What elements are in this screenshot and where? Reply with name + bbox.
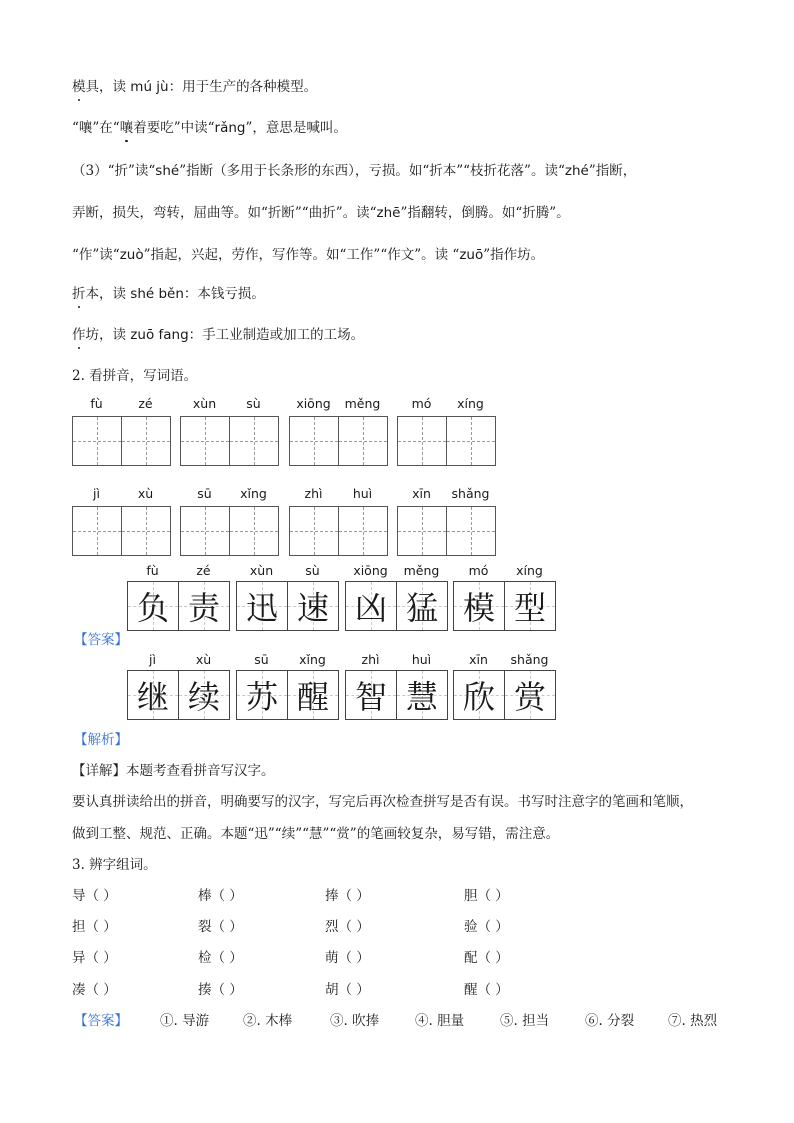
answer-char: 型 [504,582,555,630]
answer-char: 醒 [287,671,338,719]
answer-grid [345,652,448,720]
text-span: ”指翻转，倒腾。如“折腾”。 [400,205,570,221]
text-span: “作”读“ [72,247,120,263]
answer-grid [127,652,230,720]
writing-grid[interactable] [289,396,388,466]
text-span: ”指作坊。 [483,247,545,263]
pinyin: zhē [376,205,401,221]
dotted-char: 模 [72,79,86,95]
grid-cell[interactable] [446,417,495,465]
answer-char: 苏 [237,671,287,719]
word-blank[interactable]: 担（ ） [72,919,117,935]
text-span: ：本钱亏损。 [183,286,265,302]
grid-cell[interactable] [446,507,495,555]
pinyin: xùn [192,396,217,411]
pinyin: xiōng [296,396,331,411]
word-blank[interactable]: 凑（ ） [72,982,117,998]
text-span: 具，读 [85,79,131,95]
grid-cell[interactable] [229,507,278,555]
grid-cell[interactable] [290,417,338,465]
question-3-title: 3. 辨字组词。 [72,857,157,873]
grid-cell[interactable] [181,507,229,555]
word-blank[interactable]: 验（ ） [464,919,509,935]
pinyin: huì [411,652,432,667]
pinyin: zhì [361,652,380,667]
pinyin: xíng [457,396,484,411]
pinyin: sù [246,396,261,411]
writing-grid[interactable] [180,396,279,466]
grid-cell[interactable] [73,507,121,555]
pinyin: huì [352,486,373,501]
pinyin: sù [305,563,320,578]
answer-grid [453,652,556,720]
answer-char: 迅 [237,582,287,630]
grid-cell[interactable] [398,507,446,555]
pinyin: zhé [564,163,589,179]
grid-cell[interactable] [398,417,446,465]
pinyin: fù [90,396,103,411]
writing-grid[interactable] [397,486,496,556]
answer-char: 赏 [504,671,555,719]
dotted-char: 折 [72,286,86,302]
pinyin: xíng [516,563,543,578]
word-blank[interactable]: 胆（ ） [464,888,509,904]
pinyin: jì [149,652,156,667]
detail-line [72,761,275,781]
pinyin: zé [138,396,153,411]
pinyin: xiōng [353,563,388,578]
pinyin: xǐng [240,486,267,501]
text-span: ”指起，兴起，劳作，写作等。如“工作”“作文”。读 “ [143,247,460,263]
text-span: ”指断（多用于长条形的东西），亏损。如“折本”“枝折花落”。读“ [179,163,565,179]
word-blank[interactable]: 导（ ） [72,888,117,904]
pinyin: rǎng [214,120,246,136]
word-blank[interactable]: 捧（ ） [325,888,370,904]
text-line [72,118,347,138]
answer-char: 续 [178,671,229,719]
text-span: ：手工业制造或加工的工场。 [188,327,365,343]
grid-cell[interactable] [338,417,387,465]
word-blank[interactable]: 裂（ ） [198,919,243,935]
word-blank[interactable]: 检（ ） [198,950,243,966]
pinyin: měng [403,563,440,578]
dotted-char: 作 [72,327,86,343]
text-span: ：用于生产的各种模型。 [168,79,318,95]
text-line [72,161,636,181]
text-span: 本题考查看拼音写汉字。 [126,763,275,779]
answer-char: 责 [178,582,229,630]
answer-char: 负 [128,582,178,630]
text-span: （3）“折”读“ [72,163,156,179]
grid-cell[interactable] [290,507,338,555]
text-span: ”指断， [588,163,637,179]
word-blank[interactable]: 揍（ ） [198,982,243,998]
text-span: 着要吃”中读“ [133,120,215,136]
answer-char: 模 [454,582,504,630]
grid-cell[interactable] [121,507,170,555]
answer-char: 智 [346,671,396,719]
answer-item: ③. 吹捧 [330,1013,380,1029]
pinyin: zhì [304,486,323,501]
explain-line-2: 做到工整、规范、正确。本题“迅”“续”“慧”“赏”的笔画较复杂，易写错，需注意。 [72,826,560,842]
word-blank[interactable]: 萌（ ） [325,950,370,966]
word-blank[interactable]: 棒（ ） [198,888,243,904]
answer-item: ⑦. 热烈 [668,1013,718,1029]
answer-item: ⑤. 担当 [500,1013,550,1029]
answer-label: 【答案】 [74,632,128,648]
grid-cell[interactable] [73,417,121,465]
answer-char: 继 [128,671,178,719]
word-blank[interactable]: 异（ ） [72,950,117,966]
pinyin: shǎng [510,652,549,667]
pinyin: mú jù [130,79,169,95]
pinyin: zé [196,563,211,578]
answer-grid [127,563,230,631]
text-span: 本，读 [85,286,131,302]
pinyin: fù [146,563,159,578]
pinyin: xǐng [299,652,326,667]
grid-cell[interactable] [229,417,278,465]
writing-grid[interactable] [72,486,171,556]
writing-grid[interactable] [289,486,388,556]
pinyin: mó [468,563,489,578]
writing-grid[interactable] [180,486,279,556]
answer-label: 【答案】 [74,1013,128,1029]
pinyin: sū [254,652,269,667]
answer-grid [345,563,448,631]
answer-grid [453,563,556,631]
text-line [72,203,570,223]
pinyin: zuō [459,247,484,263]
grid-cell[interactable] [181,417,229,465]
text-line [72,284,265,304]
answer-char: 慧 [396,671,447,719]
explain-line-1: 要认真拼读给出的拼音，明确要写的汉字，写完后再次检查拼写是否有误。书写时注意字的笔画和笔顺， [72,794,693,810]
pinyin: shé [155,163,180,179]
pinyin: zuō fang [130,327,189,343]
pinyin: shé běn [130,286,184,302]
answer-char: 欣 [454,671,504,719]
pinyin: sū [197,486,212,501]
text-line [72,77,317,97]
answer-item: ②. 木棒 [243,1013,293,1029]
text-line [72,245,544,265]
text-span: 坊，读 [85,327,131,343]
pinyin: zuò [119,247,144,263]
question-2-title: 2. 看拼音，写词语。 [72,368,198,384]
word-blank[interactable]: 配（ ） [464,950,509,966]
answer-item: ①. 导游 [160,1013,210,1029]
pinyin: jì [93,486,100,501]
grid-cell[interactable] [121,417,170,465]
writing-grid[interactable] [72,396,171,466]
pinyin: měng [344,396,381,411]
pinyin: shǎng [451,486,490,501]
answer-grid [236,563,339,631]
dotted-char: 嚷 [119,120,134,136]
answer-char: 凶 [346,582,396,630]
text-line [72,325,364,345]
text-span: ”，意思是喊叫。 [245,120,347,136]
grid-cell[interactable] [338,507,387,555]
pinyin: xīn [412,486,431,501]
pinyin: xù [195,652,212,667]
pinyin: xīn [469,652,488,667]
answer-char: 速 [287,582,338,630]
pinyin: xùn [249,563,274,578]
pinyin: mó [411,396,432,411]
word-blank[interactable]: 醒（ ） [464,982,509,998]
writing-grid[interactable] [397,396,496,466]
text-span: “嚷”在“ [72,120,120,136]
answer-item: ⑥. 分裂 [585,1013,635,1029]
text-span: 弄断，损失，弯转，屈曲等。如“折断”“曲折”。读“ [72,205,377,221]
analysis-label: 【解析】 [74,732,128,748]
pinyin: xù [137,486,154,501]
word-blank[interactable]: 烈（ ） [325,919,370,935]
word-blank[interactable]: 胡（ ） [325,982,370,998]
answer-grid [236,652,339,720]
answer-item: ④. 胆量 [415,1013,465,1029]
detail-label: 【详解】 [72,763,126,779]
answer-char: 猛 [396,582,447,630]
